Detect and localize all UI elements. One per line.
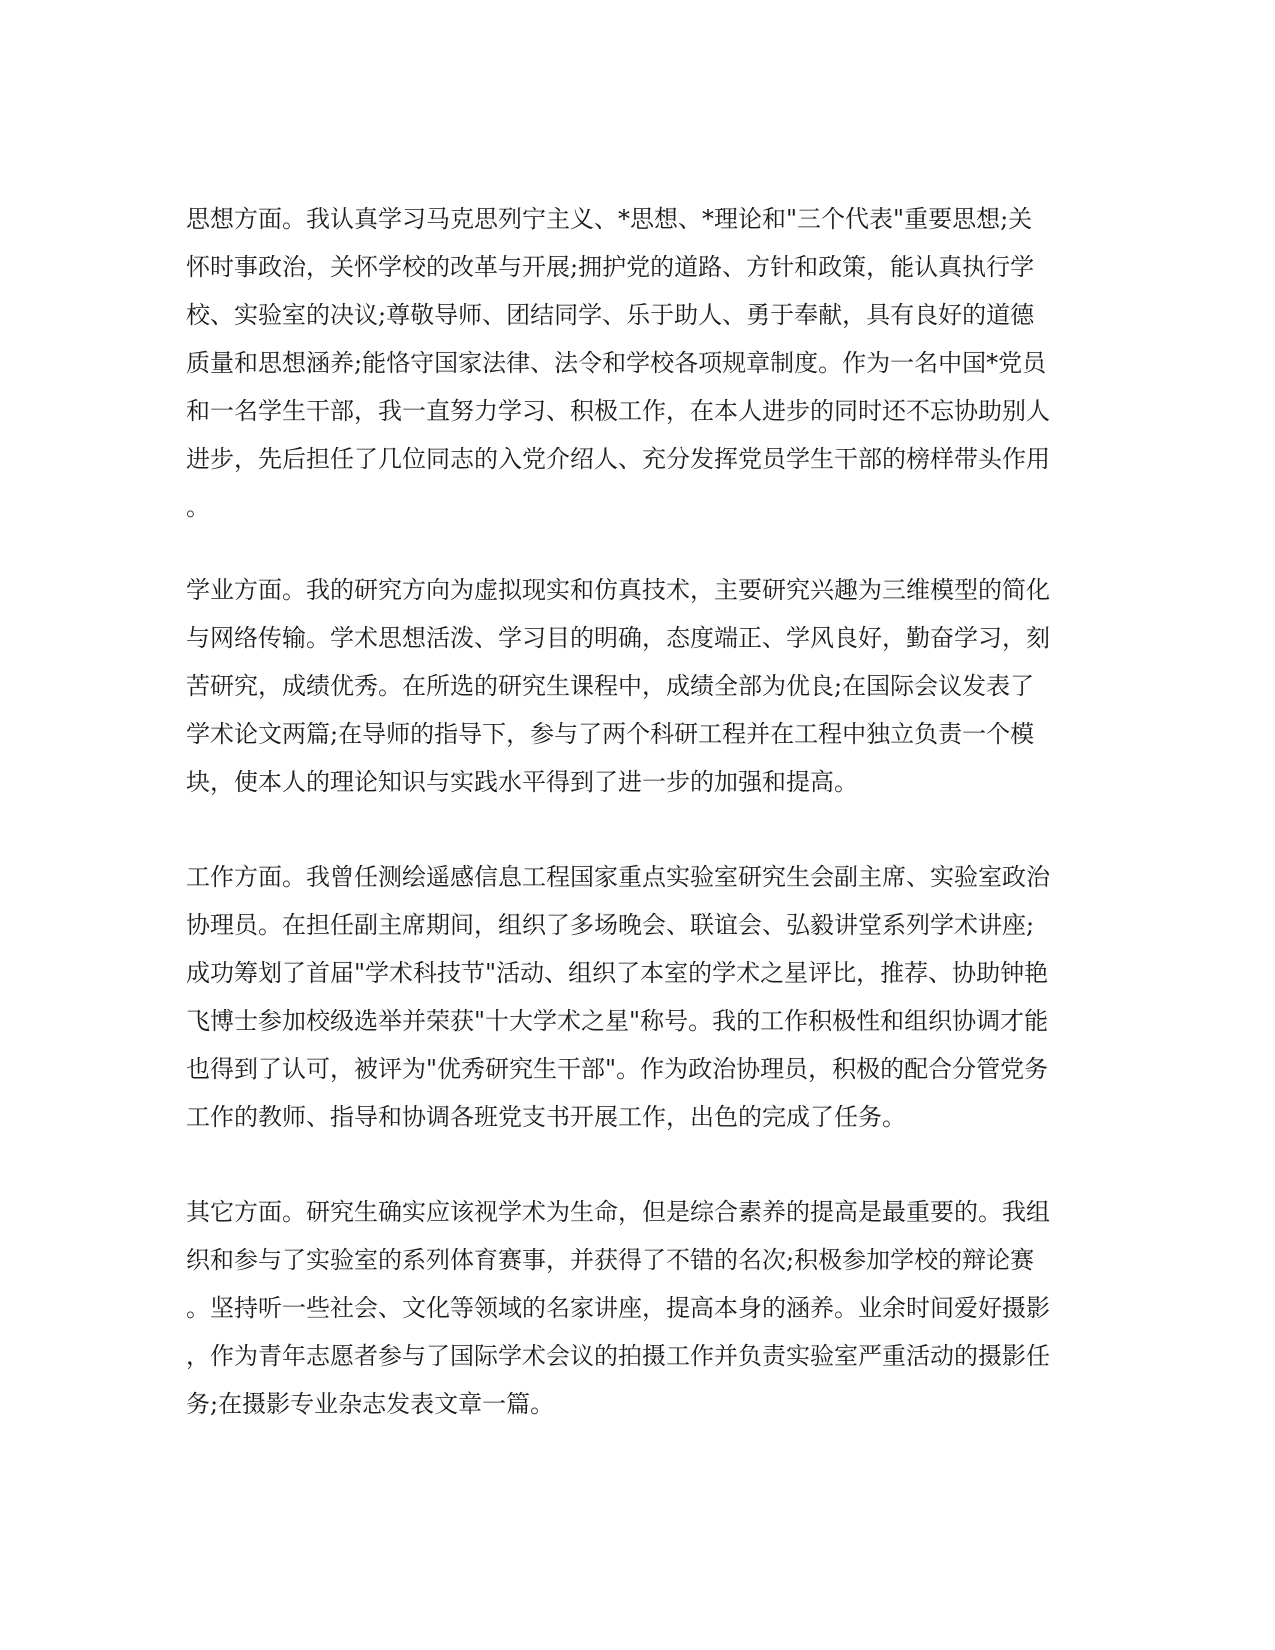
paragraph-line: 。 (186, 493, 210, 521)
paragraph-work (186, 853, 1086, 1141)
paragraph-line: 和一名学生干部，我一直努力学习、积极工作，在本人进步的同时还不忘协助别人 (186, 397, 1050, 425)
paragraph-academics (186, 566, 1086, 806)
paragraph-line: 协理员。在担任副主席期间，组织了多场晚会、联谊会、弘毅讲堂系列学术讲座; (186, 911, 1035, 939)
paragraph-line: 也得到了认可，被评为"优秀研究生干部"。作为政治协理员，积极的配合分管党务 (186, 1055, 1049, 1083)
paragraph-line: 务;在摄影专业杂志发表文章一篇。 (186, 1390, 555, 1418)
paragraph-line: 与网络传输。学术思想活泼、学习目的明确，态度端正、学风良好，勤奋学习，刻 (186, 624, 1050, 652)
paragraph-line: 质量和思想涵养;能恪守国家法律、法令和学校各项规章制度。作为一名中国*党员 (186, 349, 1047, 377)
paragraph-line: 怀时事政治，关怀学校的改革与开展;拥护党的道路、方针和政策，能认真执行学 (186, 253, 1035, 281)
paragraph-line: 织和参与了实验室的系列体育赛事，并获得了不错的名次;积极参加学校的辩论赛 (186, 1246, 1035, 1274)
paragraph-line: 飞博士参加校级选举并荣获"十大学术之星"称号。我的工作积极性和组织协调才能 (186, 1007, 1049, 1035)
paragraph-line: ，作为青年志愿者参与了国际学术会议的拍摄工作并负责实验室严重活动的摄影任 (186, 1342, 1050, 1370)
paragraph-line: 成功筹划了首届"学术科技节"活动、组织了本室的学术之星评比，推荐、协助钟艳 (186, 959, 1049, 987)
paragraph-line: 进步，先后担任了几位同志的入党介绍人、充分发挥党员学生干部的榜样带头作用 (186, 445, 1050, 473)
paragraph-ideology (186, 195, 1086, 531)
paragraph-line: 工作方面。我曾任测绘遥感信息工程国家重点实验室研究生会副主席、实验室政治 (186, 863, 1050, 891)
paragraph-line: 其它方面。研究生确实应该视学术为生命，但是综合素养的提高是最重要的。我组 (186, 1198, 1050, 1226)
paragraph-line: 工作的教师、指导和协调各班党支书开展工作，出色的完成了任务。 (186, 1103, 906, 1131)
paragraph-line: 。坚持听一些社会、文化等领域的名家讲座，提高本身的涵养。业余时间爱好摄影 (186, 1294, 1050, 1322)
paragraph-other (186, 1188, 1086, 1428)
paragraph-line: 苦研究，成绩优秀。在所选的研究生课程中，成绩全部为优良;在国际会议发表了 (186, 672, 1035, 700)
paragraph-line: 校、实验室的决议;尊敬导师、团结同学、乐于助人、勇于奉献，具有良好的道德 (186, 301, 1035, 329)
paragraph-line: 块，使本人的理论知识与实践水平得到了进一步的加强和提高。 (186, 768, 858, 796)
paragraph-line: 学业方面。我的研究方向为虚拟现实和仿真技术，主要研究兴趣为三维模型的简化 (186, 576, 1050, 604)
paragraph-line: 学术论文两篇;在导师的指导下，参与了两个科研工程并在工程中独立负责一个模 (186, 720, 1035, 748)
paragraph-line: 思想方面。我认真学习马克思列宁主义、*思想、*理论和"三个代表"重要思想;关 (186, 205, 1033, 233)
